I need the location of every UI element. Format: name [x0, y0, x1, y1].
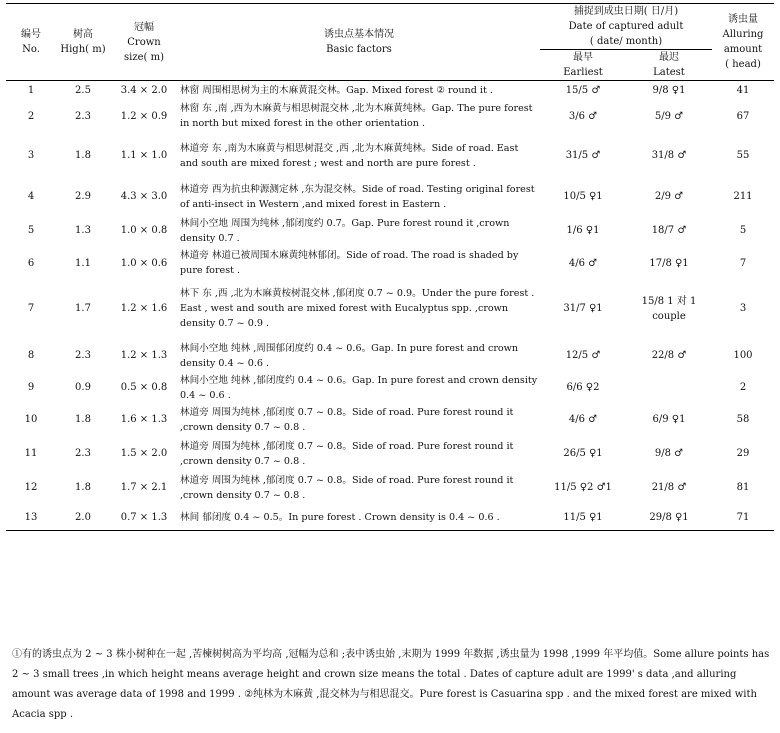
cell-desc: 林间小空地 纯林 ,周围郁闭度约 0.4 ~ 0.6。Gap. In pure forest and crown density 0.4 ~ 0.6 . — [180, 342, 519, 369]
cell-height: 1.7 — [75, 303, 91, 314]
cell-height: 1.8 — [75, 150, 91, 161]
cell-amount: 81 — [736, 482, 750, 493]
cell-amount: 58 — [736, 414, 750, 425]
col-crown — [110, 4, 178, 81]
amount-en3: ( head) — [725, 59, 761, 70]
cell-no: 13 — [24, 511, 38, 523]
cell-crown: 1.2 × 0.9 — [120, 110, 168, 122]
cell-earliest: 12/5 ♂ — [565, 350, 601, 361]
cell-earliest: 11/5 ♀1 — [563, 511, 603, 523]
cell-crown: 1.2 × 1.6 — [120, 303, 168, 314]
cell-desc: 林间小空地 纯林 ,郁闭度约 0.4 ~ 0.6。Gap. In pure forest and crown density 0.4 ~ 0.6 . — [180, 374, 538, 401]
cell-no: 5 — [27, 225, 35, 236]
cell-height: 2.3 — [75, 448, 91, 459]
cell-latest: 15/8 1 对 1 couple — [641, 295, 697, 322]
cell-amount: 2 — [739, 382, 747, 393]
cell-amount: 55 — [736, 150, 750, 161]
cell-crown: 1.0 × 0.6 — [120, 257, 168, 269]
cell-desc: 林道旁 周围为纯林 ,郁闭度 0.7 ~ 0.8。Side of road. Pure forest round it ,crown density 0.7 ~ 0.8 . — [180, 474, 514, 501]
table-row — [6, 101, 774, 132]
data-table — [6, 3, 774, 531]
basic-cn: 诱虫点基本情况 — [324, 29, 394, 40]
cell-no: 7 — [27, 303, 35, 314]
cell-height: 1.3 — [75, 225, 91, 236]
col-no — [6, 4, 56, 81]
table-row — [6, 279, 774, 339]
amount-cn: 诱虫量 — [728, 14, 758, 25]
cell-amount: 211 — [733, 191, 753, 202]
height-en: High( m) — [60, 44, 106, 55]
cell-latest: 21/8 ♂ — [651, 482, 687, 493]
cell-desc: 林窗 周围相思树为主的木麻黄混交林。Gap. Mixed forest ② round it . — [180, 85, 493, 97]
cell-no: 9 — [27, 382, 35, 393]
cell-crown: 1.0 × 0.8 — [120, 225, 168, 236]
cell-latest: 22/8 ♂ — [651, 350, 687, 361]
col-amount — [712, 4, 774, 81]
cell-earliest: 4/6 ♂ — [568, 414, 598, 425]
cell-latest: 17/8 ♀1 — [649, 257, 689, 269]
cell-height: 0.9 — [75, 382, 91, 393]
cell-amount: 29 — [736, 448, 750, 459]
basic-en: Basic factors — [326, 44, 392, 55]
col-height — [56, 4, 110, 81]
cell-latest: 29/8 ♀1 — [649, 511, 689, 523]
no-cn: 编号 — [21, 29, 41, 40]
cell-earliest: 3/6 ♂ — [568, 110, 598, 122]
cell-crown: 0.5 × 0.8 — [120, 382, 168, 393]
table-row — [6, 180, 774, 214]
table-row — [6, 505, 774, 531]
cell-amount: 5 — [739, 225, 747, 236]
cell-desc: 林道旁 林道已被周围木麻黄纯林郁闭。Side of road. The road is shaded by pure forest . — [180, 250, 519, 276]
cell-no: 8 — [27, 350, 35, 361]
cell-amount: 3 — [739, 303, 747, 314]
cell-latest: 18/7 ♂ — [651, 225, 687, 236]
cell-earliest: 11/5 ♀2 ♂1 — [554, 482, 612, 493]
cell-earliest: 15/5 ♂ — [565, 85, 601, 97]
cell-latest: 5/9 ♂ — [654, 110, 684, 122]
cell-no: 3 — [27, 150, 35, 161]
cell-latest: 9/8 ♂ — [654, 448, 684, 459]
header-row — [6, 4, 774, 50]
cell-height: 2.3 — [75, 110, 91, 122]
cell-height: 1.8 — [75, 414, 91, 425]
cell-desc: 林道旁 西为抗虫种源测定林 ,东为混交林。Side of road. Testing original forest of anti-insect in Western ,and mixed forest in Eastern . — [180, 183, 535, 210]
cell-latest: 6/9 ♀1 — [652, 414, 686, 425]
cell-desc: 林窗 东 ,南 ,西为木麻黄与相思树混交林 ,北为木麻黄纯林。Gap. The pure forest in north but mixed forest in the other orientation . — [180, 103, 533, 129]
crown-cn: 冠幅 — [134, 21, 154, 33]
cell-desc: 林道旁 周围为纯林 ,郁闭度 0.7 ~ 0.8。Side of road. Pure forest round it ,crown density 0.7 ~ 0.8 . — [180, 440, 514, 467]
table-row — [6, 339, 774, 373]
cell-no: 12 — [24, 482, 38, 493]
cell-crown: 1.7 × 2.1 — [120, 482, 168, 493]
cell-height: 2.0 — [75, 511, 91, 523]
cell-height: 2.3 — [75, 350, 91, 361]
cell-crown: 1.5 × 2.0 — [120, 448, 168, 459]
table-row — [6, 132, 774, 180]
cell-no: 2 — [27, 110, 35, 122]
cell-crown: 0.7 × 1.3 — [120, 511, 168, 523]
cell-height: 1.1 — [75, 257, 91, 269]
cell-crown: 1.6 × 1.3 — [120, 414, 168, 425]
cell-desc: 林间 郁闭度 0.4 ~ 0.5。In pure forest . Crown density is 0.4 ~ 0.6 . — [180, 511, 500, 523]
crown-en1: Crown — [127, 36, 161, 48]
cell-earliest: 31/5 ♂ — [565, 150, 601, 161]
latest-cn: 最迟 — [659, 52, 679, 63]
table-row — [6, 437, 774, 471]
table-row — [6, 81, 774, 101]
cell-height: 1.8 — [75, 482, 91, 493]
table-row — [6, 373, 774, 403]
cell-crown: 1.1 × 1.0 — [120, 150, 168, 161]
cell-amount: 71 — [736, 511, 750, 523]
cell-latest: 9/8 ♀1 — [652, 85, 686, 97]
amount-en1: Alluring — [722, 29, 764, 40]
cell-earliest: 1/6 ♀1 — [566, 225, 600, 236]
cell-no: 10 — [24, 414, 38, 425]
col-basic — [178, 4, 540, 81]
cell-latest — [626, 373, 712, 403]
cell-earliest: 31/7 ♀1 — [563, 303, 603, 314]
cell-desc: 林道旁 东 ,南为木麻黄与相思树混交 ,西 ,北为木麻黄纯林。Side of road. East and south are mixed forest ; west and north are pure forest . — [180, 142, 519, 169]
cell-no: 11 — [24, 448, 38, 459]
cell-earliest: 6/6 ♀2 — [566, 382, 600, 393]
cell-earliest: 26/5 ♀1 — [563, 448, 603, 459]
date-en1: Date of captured adult — [568, 21, 684, 32]
amount-en2: amount — [723, 44, 763, 55]
table-row — [6, 403, 774, 437]
latest-en: Latest — [626, 65, 712, 81]
date-en2: ( date/ month) — [589, 36, 663, 47]
table-row — [6, 471, 774, 505]
cell-crown: 3.4 × 2.0 — [120, 85, 168, 97]
cell-crown: 4.3 × 3.0 — [120, 191, 168, 202]
cell-amount: 7 — [739, 257, 747, 269]
crown-en2: size( m) — [124, 51, 164, 63]
cell-no: 4 — [27, 191, 35, 202]
cell-earliest: 4/6 ♂ — [568, 257, 598, 269]
table-row — [6, 214, 774, 248]
cell-latest: 2/9 ♂ — [654, 191, 684, 202]
cell-amount: 41 — [736, 85, 750, 97]
cell-latest: 31/8 ♂ — [651, 150, 687, 161]
cell-amount: 100 — [733, 350, 753, 361]
cell-height: 2.5 — [75, 85, 91, 97]
earliest-en: Earliest — [540, 65, 626, 81]
cell-no: 1 — [27, 85, 35, 97]
cell-amount: 67 — [736, 110, 750, 122]
cell-earliest: 10/5 ♀1 — [563, 191, 603, 202]
table-row — [6, 248, 774, 279]
cell-no: 6 — [27, 257, 35, 269]
cell-crown: 1.2 × 1.3 — [120, 350, 168, 361]
height-cn: 树高 — [73, 29, 93, 40]
footnote: ①有的诱虫点为 2 ~ 3 株小树种在一起 ,苦楝树树高为平均高 ,冠幅为总和 ;表中诱虫始 ,末期为 1999 年数据 ,诱虫量为 1998 ,1999 年平均值。Some allure points has 2 ~ 3 small trees ,in which height means average height and crown size means the total . Dates of capture adult are 1999' s data ,and alluring amount was average data of 1998 and 1999 . ②纯林为木麻黄 ,混交林为与相思混交。Pure forest is Casuarina spp . and the mixed forest are mixed with Acacia spp . — [12, 649, 770, 720]
cell-desc: 林道旁 周围为纯林 ,郁闭度 0.7 ~ 0.8。Side of road. Pure forest round it ,crown density 0.7 ~ 0.8 . — [180, 406, 514, 433]
table-body — [6, 81, 774, 531]
cell-desc: 林间小空地 周围为纯林 ,郁闭度约 0.7。Gap. Pure forest round it ,crown density 0.7 . — [180, 217, 510, 244]
earliest-cn: 最早 — [573, 52, 593, 63]
col-dates — [540, 4, 712, 50]
date-cn: 捕捉到成虫日期( 日/月) — [573, 6, 679, 17]
cell-height: 2.9 — [75, 191, 91, 202]
no-en: No. — [22, 44, 40, 55]
cell-desc: 林下 东 ,西 ,北为木麻黄桉树混交林 ,郁闭度 0.7 ~ 0.9。Under the pure forest . East , west and south are mixed forest with Eucalyptus spp. ,crown density 0.7 ~ 0.9 . — [180, 288, 535, 329]
